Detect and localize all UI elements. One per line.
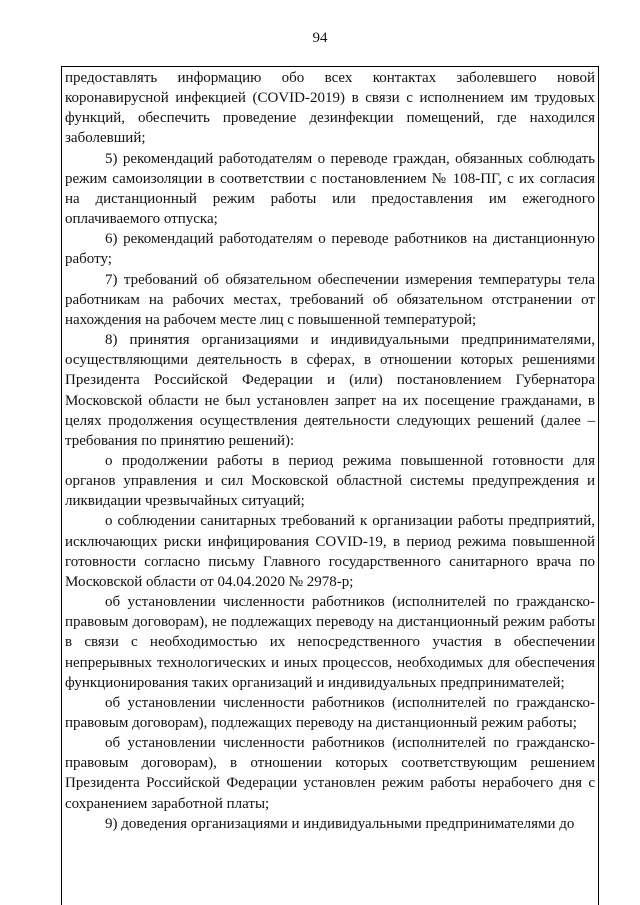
paragraph: об установлении численности работников (исполнителей по гражданско-правовым договорам), не подлежащих переводу на дистанционный режим работы в связи с необходимостью их непосредственного участия в обеспечении непрерывных технологических и иных процессов, необходимых для обеспечения функционирования таких организаций и индивидуальных предпринимателей;	[65, 594, 595, 691]
paragraph: об установлении численности работников (исполнителей по гражданско-правовым договорам), в отношении которых соответствующим решением Президента Российской Федерации установлен режим работы нерабочего дня с сохранением заработной платы;	[65, 735, 595, 812]
document-body	[65, 68, 595, 834]
paragraph: о продолжении работы в период режима повышенной готовности для органов управления и сил Московской областной системы предупреждения и ликвидации чрезвычайных ситуаций;	[65, 452, 595, 510]
paragraph: о соблюдении санитарных требований к организации работы предприятий, исключающих риски инфицирования COVID-19, в период режима повышенной готовности согласно письму Главного государственного санитарного врача по Московской области от 04.04.2020 № 2978-р;	[65, 513, 595, 590]
paragraph: 7) требований об обязательном обеспечении измерения температуры тела работникам на рабочих местах, требований об обязательном отстранении от нахождения на рабочем месте лиц с повышенной температурой;	[65, 271, 595, 328]
paragraph: 8) принятия организациями и индивидуальными предпринимателями, осуществляющими деятельность в сферах, в отношении которых решениями Президента Российской Федерации и (или) постановлением Губернатора Московской области не был установлен запрет на их посещение гражданами, в целях продолжения осуществления деятельности следующих решений (далее – требования по принятию решений):	[65, 332, 595, 449]
page-number: 94	[312, 30, 328, 46]
paragraph: 6) рекомендаций работодателям о переводе работников на дистанционную работу;	[65, 231, 595, 268]
paragraph: предоставлять информацию обо всех контактах заболевшего новой коронавирусной инфекцией (COVID-2019) в связи с исполнением им трудовых функций, обеспечить проведение дезинфекции помещений, где находился заболевший;	[65, 70, 595, 147]
paragraph: 5) рекомендаций работодателям о переводе граждан, обязанных соблюдать режим самоизоляции в соответствии с постановлением № 108-ПГ, с их согласия на дистанционный режим работы или предоставления им ежегодного оплачиваемого отпуска;	[65, 150, 595, 228]
paragraph: 9) доведения организациями и индивидуальными предпринимателями до	[105, 815, 575, 832]
paragraph: об установлении численности работников (исполнителей по гражданско-правовым договорам), подлежащих переводу на дистанционный режим работы;	[65, 694, 595, 731]
